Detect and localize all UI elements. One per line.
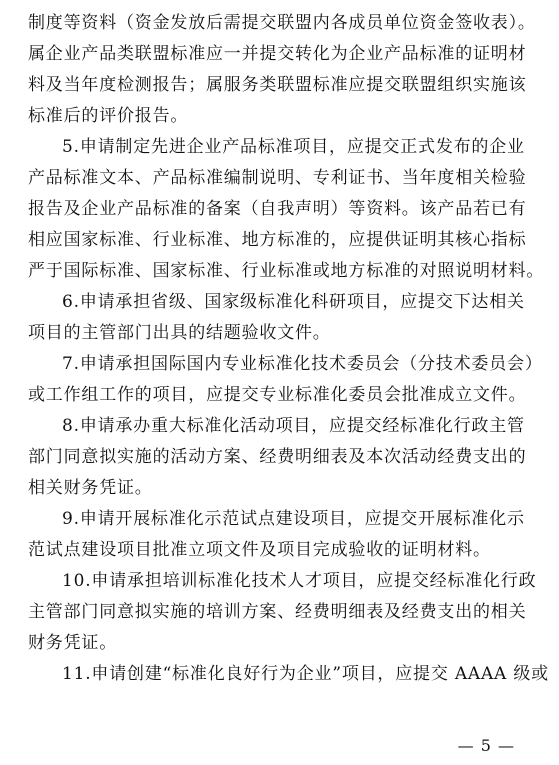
paragraph-7-line-1: 7.申请承担国际国内专业标准化技术委员会（分技术委员会） bbox=[62, 354, 543, 374]
paragraph-9-line-2: 范试点建设项目批准立项文件及项目完成验收的证明材料。 bbox=[28, 540, 491, 560]
text-line-2: 属企业产品类联盟标准应一并提交转化为企业产品标准的证明材 bbox=[28, 44, 527, 64]
paragraph-5-line-5: 严于国际标准、国家标准、行业标准或地方标准的对照说明材料。 bbox=[28, 261, 545, 281]
document-body bbox=[28, 8, 549, 690]
paragraph-9-line-1: 9.申请开展标准化示范试点建设项目，应提交开展标准化示 bbox=[62, 509, 525, 529]
paragraph-10-line-2: 主管部门同意拟实施的培训方案、经费明细表及经费支出的相关 bbox=[28, 602, 527, 622]
paragraph-5-line-4: 相应国家标准、行业标准、地方标准的，应提供证明其核心指标 bbox=[28, 230, 527, 250]
text-line-1: 制度等资料（资金发放后需提交联盟内各成员单位资金签收表）。 bbox=[28, 13, 536, 33]
text-line-4: 标准后的评价报告。 bbox=[28, 106, 189, 126]
paragraph-10-line-3: 财务凭证。 bbox=[28, 633, 117, 653]
paragraph-7-line-2: 或工作组工作的项目，应提交专业标准化委员会批准成立文件。 bbox=[28, 385, 527, 405]
paragraph-6-line-2: 项目的主管部门出具的结题验收文件。 bbox=[28, 323, 331, 343]
paragraph-5-line-2: 产品标准文本、产品标准编制说明、专利证书、当年度相关检验 bbox=[28, 168, 527, 188]
paragraph-8-line-2: 部门同意拟实施的活动方案、经费明细表及本次活动经费支出的 bbox=[28, 447, 527, 467]
paragraph-8-line-1: 8.申请承办重大标准化活动项目，应提交经标准化行政主管 bbox=[62, 416, 525, 436]
paragraph-10-line-1: 10.申请承担培训标准化技术人才项目，应提交经标准化行政 bbox=[62, 571, 537, 591]
paragraph-5-line-1: 5.申请制定先进企业产品标准项目，应提交正式发布的企业 bbox=[62, 137, 525, 157]
paragraph-5-line-3: 报告及企业产品标准的备案（自我声明）等资料。该产品若已有 bbox=[28, 199, 527, 219]
paragraph-8-line-3: 相关财务凭证。 bbox=[28, 478, 153, 498]
paragraph-11-line-1: 11.申请创建“标准化良好行为企业”项目，应提交 AAAA 级或 bbox=[62, 664, 549, 684]
paragraph-6-line-1: 6.申请承担省级、国家级标准化科研项目，应提交下达相关 bbox=[62, 292, 525, 312]
page-number: — 5 — bbox=[457, 736, 515, 755]
text-line-3: 料及当年度检测报告；属服务类联盟标准应提交联盟组织实施该 bbox=[28, 75, 527, 95]
